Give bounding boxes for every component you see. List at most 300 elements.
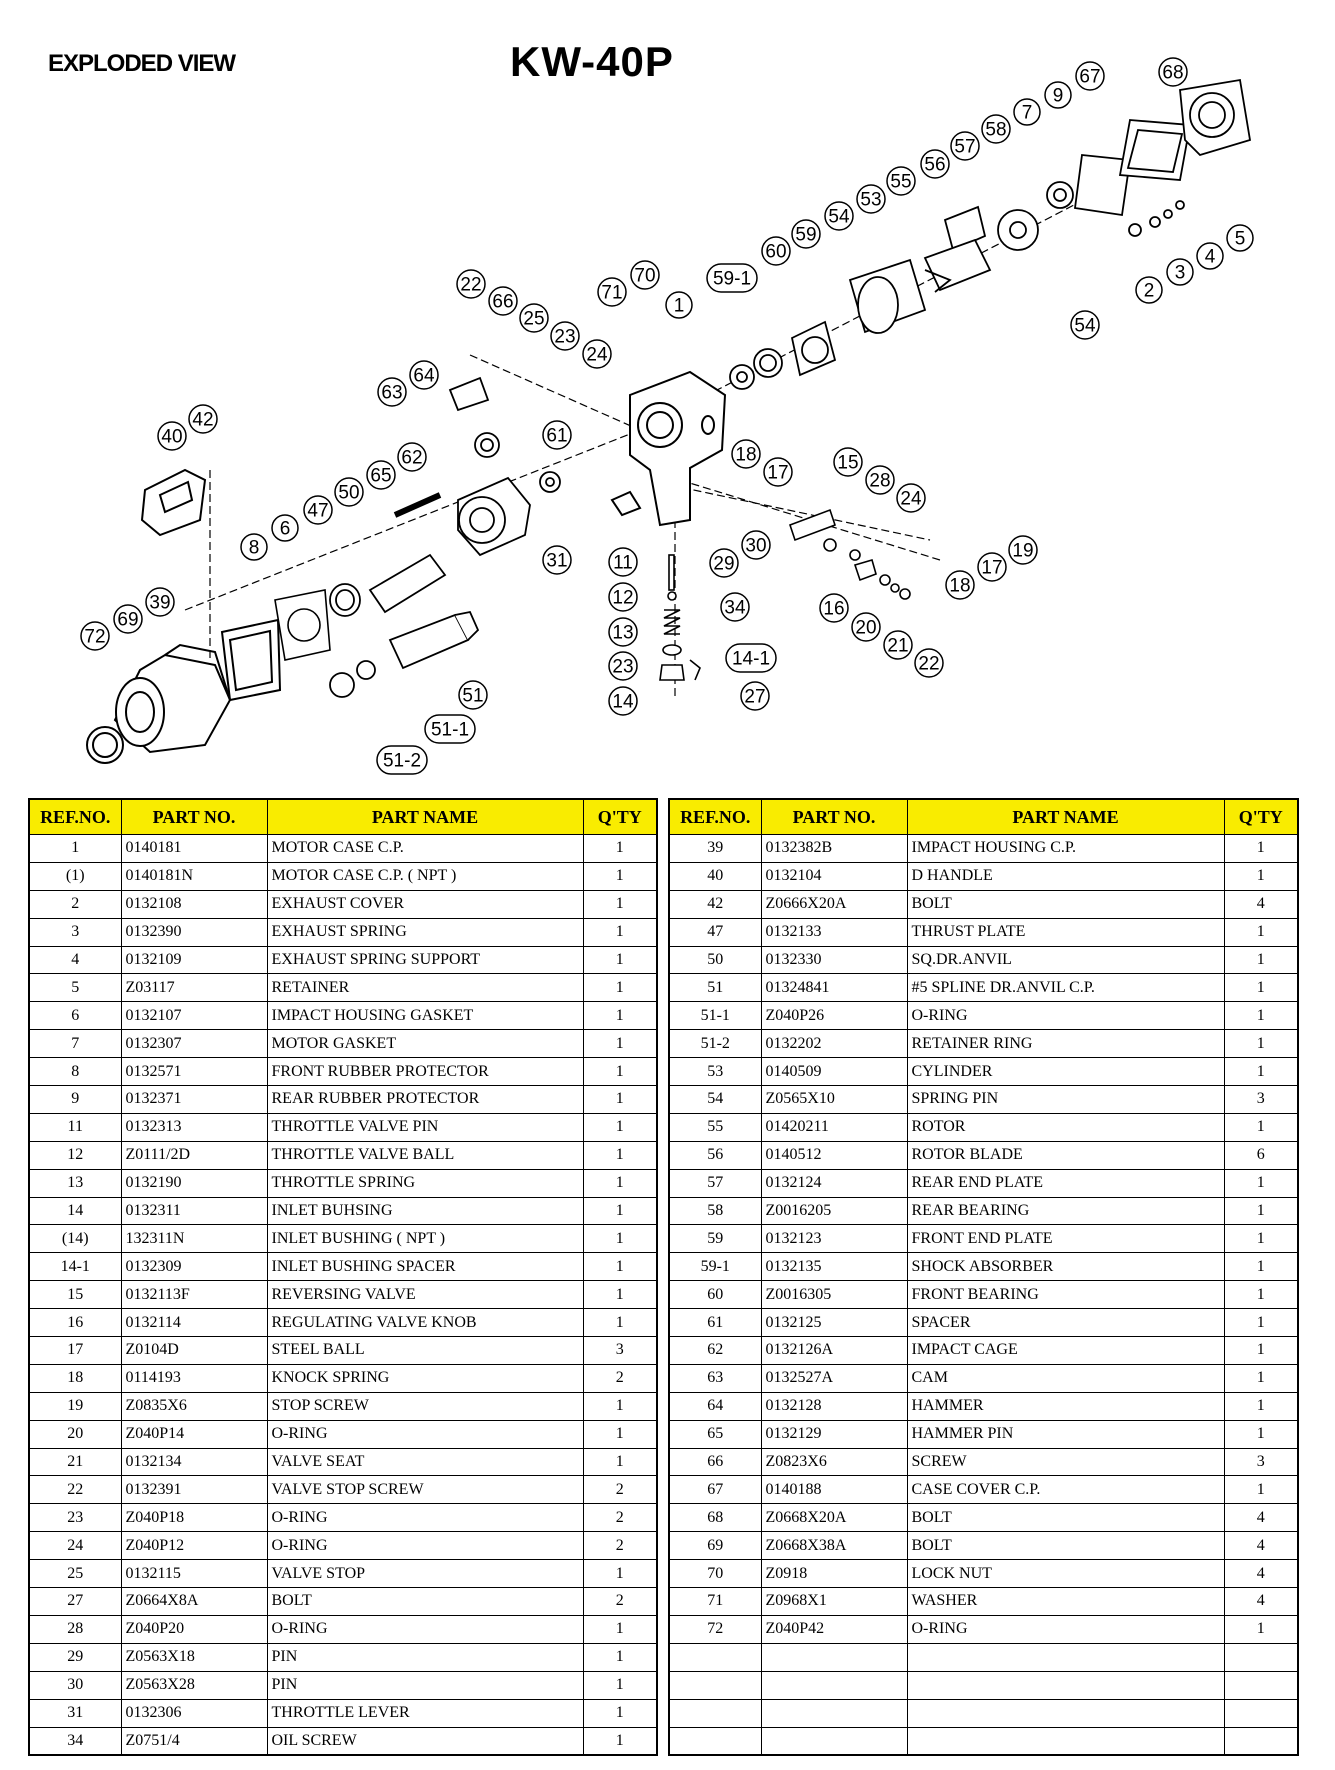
callout-64 [410,361,438,389]
table-row [669,1309,1298,1337]
part-no-cell: 0132527A [761,1364,907,1392]
ref-no-cell: 1 [29,835,121,863]
ref-no-cell: 17 [29,1337,121,1365]
table-header-row [29,799,657,835]
ref-no-cell: 21 [29,1448,121,1476]
part-no-cell: 0132125 [761,1309,907,1337]
table-row [29,1253,657,1281]
part-no-cell: 0132107 [121,1002,267,1030]
part-name-cell: KNOCK SPRING [267,1364,583,1392]
callout-71 [598,278,626,306]
callout-label: 22 [460,274,482,296]
ref-no-cell: 20 [29,1420,121,1448]
callout-label: 17 [981,557,1003,579]
part-name-cell: O-RING [267,1504,583,1532]
table-row [29,1532,657,1560]
callout-16 [820,594,848,622]
qty-cell: 2 [583,1476,657,1504]
ref-no-cell: 68 [669,1504,761,1532]
part-name-cell: RETAINER RING [907,1030,1224,1058]
col-qty: Q'TY [583,799,657,835]
part-no-cell: Z0668X20A [761,1504,907,1532]
callout-label: 12 [612,587,634,609]
part-name-cell [907,1643,1224,1671]
ref-no-cell: 51-1 [669,1002,761,1030]
qty-cell: 1 [583,1169,657,1197]
part-no-cell: 0132390 [121,918,267,946]
callout-58 [982,115,1010,143]
callout-label: 14 [612,691,634,713]
callout-72 [81,622,109,650]
callout-68 [1159,58,1187,86]
table-row [29,1699,657,1727]
part-name-cell: #5 SPLINE DR.ANVIL C.P. [907,974,1224,1002]
part-name-cell [907,1671,1224,1699]
callout-65 [367,461,395,489]
callout-label: 20 [855,617,877,639]
qty-cell: 1 [1224,1197,1298,1225]
part-no-cell: Z040P14 [121,1420,267,1448]
ref-no-cell [669,1699,761,1727]
impact-housing-part [87,645,230,763]
table-row [29,1615,657,1643]
qty-cell: 1 [1224,1364,1298,1392]
part-name-cell: BOLT [907,890,1224,918]
table-row [669,1141,1298,1169]
callout-24 [583,340,611,368]
part-no-cell: 0132115 [121,1560,267,1588]
qty-cell: 1 [1224,1337,1298,1365]
part-name-cell: ROTOR [907,1113,1224,1141]
d-handle-part [142,470,205,535]
qty-cell: 1 [583,862,657,890]
ref-no-cell: (1) [29,862,121,890]
col-part-name: PART NAME [907,799,1224,835]
part-no-cell: 0132128 [761,1392,907,1420]
ref-no-cell: 18 [29,1364,121,1392]
callout-label: 50 [338,482,360,504]
qty-cell: 1 [1224,1476,1298,1504]
callout-label: 11 [613,552,633,574]
ref-no-cell: 19 [29,1392,121,1420]
table-row [29,1113,657,1141]
callout-12 [609,583,637,611]
part-no-cell: 0132124 [761,1169,907,1197]
part-name-cell: LOCK NUT [907,1560,1224,1588]
table-row [669,946,1298,974]
part-no-cell: 0132382B [761,835,907,863]
table-row [669,1281,1298,1309]
qty-cell: 4 [1224,1504,1298,1532]
ref-no-cell: 62 [669,1337,761,1365]
table-row [29,1030,657,1058]
qty-cell [1224,1699,1298,1727]
qty-cell: 1 [583,1058,657,1086]
table-row [29,862,657,890]
callout-30 [742,531,770,559]
part-no-cell: 0132104 [761,862,907,890]
part-name-cell: VALVE STOP [267,1560,583,1588]
table-row [669,1002,1298,1030]
ref-no-cell [669,1671,761,1699]
table-row [669,1113,1298,1141]
callout-label: 59-1 [712,268,752,290]
table-row [669,1030,1298,1058]
ref-no-cell: 70 [669,1560,761,1588]
table-row [669,862,1298,890]
col-part-no: PART NO. [121,799,267,835]
callout-60 [762,237,790,265]
qty-cell: 1 [583,1643,657,1671]
callout-label: 18 [949,575,971,597]
ref-no-cell: 51 [669,974,761,1002]
callout-21 [884,631,912,659]
table-row [669,1476,1298,1504]
qty-cell: 4 [1224,890,1298,918]
part-no-cell: Z0823X6 [761,1448,907,1476]
ref-no-cell: 30 [29,1671,121,1699]
table-row [669,1197,1298,1225]
table-row [29,890,657,918]
callout-8 [241,534,267,560]
part-no-cell: 01420211 [761,1113,907,1141]
part-name-cell: O-RING [907,1002,1224,1030]
part-name-cell: THROTTLE LEVER [267,1699,583,1727]
ref-no-cell: 58 [669,1197,761,1225]
table-row [669,1588,1298,1616]
qty-cell: 3 [1224,1448,1298,1476]
qty-cell: 1 [1224,835,1298,863]
part-no-cell: 0132313 [121,1113,267,1141]
motor-case-part [612,372,725,525]
part-no-cell: Z0111/2D [121,1141,267,1169]
part-no-cell: Z0565X10 [761,1086,907,1114]
qty-cell: 1 [583,1392,657,1420]
part-no-cell: Z0016205 [761,1197,907,1225]
ref-no-cell: 34 [29,1727,121,1755]
part-name-cell: REAR RUBBER PROTECTOR [267,1086,583,1114]
table-row [29,1169,657,1197]
callout-51 [459,681,487,709]
callout-label: 31 [546,550,568,572]
qty-cell: 1 [1224,1225,1298,1253]
part-name-cell: SQ.DR.ANVIL [907,946,1224,974]
part-name-cell: D HANDLE [907,862,1224,890]
qty-cell: 2 [583,1588,657,1616]
callout-54 [825,202,853,230]
callout-label: 64 [413,365,435,387]
part-name-cell [907,1727,1224,1755]
qty-cell: 4 [1224,1588,1298,1616]
callout-3 [1167,259,1193,285]
callout-14-1 [726,644,776,672]
ref-no-cell: 63 [669,1364,761,1392]
callout-label: 2 [1143,280,1155,302]
part-name-cell: SPACER [907,1309,1224,1337]
callout-label: 8 [248,537,260,559]
qty-cell: 1 [1224,1420,1298,1448]
callout-label: 69 [117,609,139,631]
callout-6 [272,515,298,541]
callout-label: 71 [601,282,623,304]
table-row [669,1169,1298,1197]
part-name-cell: O-RING [267,1420,583,1448]
ref-no-cell: 47 [669,918,761,946]
callout-40 [158,422,186,450]
callout-label: 34 [724,597,746,619]
part-name-cell: IMPACT HOUSING C.P. [907,835,1224,863]
callout-label: 22 [918,653,940,675]
qty-cell [1224,1727,1298,1755]
callout-label: 61 [546,425,568,447]
part-no-cell: 0132330 [761,946,907,974]
part-name-cell: BOLT [907,1504,1224,1532]
callout-51-2 [377,746,427,774]
part-name-cell: STOP SCREW [267,1392,583,1420]
callout-label: 66 [492,291,514,313]
ref-no-cell: 27 [29,1588,121,1616]
part-name-cell: FRONT RUBBER PROTECTOR [267,1058,583,1086]
anvil-parts [330,555,478,697]
ref-no-cell: 60 [669,1281,761,1309]
callout-17 [978,553,1006,581]
qty-cell: 1 [583,1002,657,1030]
callout-14 [609,687,637,715]
ref-no-cell: 61 [669,1309,761,1337]
table-row [29,1309,657,1337]
callout-label: 28 [869,470,891,492]
part-no-cell: Z0104D [121,1337,267,1365]
table-row [29,946,657,974]
part-name-cell: BOLT [907,1532,1224,1560]
ref-no-cell: 24 [29,1532,121,1560]
part-no-cell: 0132134 [121,1448,267,1476]
callout-label: 40 [161,426,183,448]
part-no-cell [761,1671,907,1699]
ref-no-cell: 51-2 [669,1030,761,1058]
part-name-cell: EXHAUST COVER [267,890,583,918]
ref-no-cell: 54 [669,1086,761,1114]
part-name-cell: PIN [267,1643,583,1671]
callout-4 [1197,243,1223,269]
callout-label: 65 [370,465,392,487]
qty-cell: 4 [1224,1560,1298,1588]
ref-no-cell: 22 [29,1476,121,1504]
ref-no-cell: 28 [29,1615,121,1643]
part-no-cell: 0132307 [121,1030,267,1058]
ref-no-cell: 69 [669,1532,761,1560]
ref-no-cell: 64 [669,1392,761,1420]
table-row [669,1392,1298,1420]
part-no-cell: Z0835X6 [121,1392,267,1420]
callout-label: 53 [860,189,882,211]
table-row [29,1420,657,1448]
callout-27 [741,682,769,710]
ref-no-cell: 59-1 [669,1253,761,1281]
table-row [669,974,1298,1002]
table-row [29,1281,657,1309]
callout-31 [543,546,571,574]
impact-housing-gasket-part [275,590,330,660]
col-part-no: PART NO. [761,799,907,835]
table-row [669,1504,1298,1532]
qty-cell: 1 [1224,1169,1298,1197]
callout-label: 9 [1052,85,1064,107]
callout-label: 51-1 [430,719,470,741]
callout-18 [946,571,974,599]
table-row [29,1504,657,1532]
ref-no-cell: 42 [669,890,761,918]
part-name-cell: HAMMER [907,1392,1224,1420]
table-row [29,1476,657,1504]
qty-cell: 2 [583,1504,657,1532]
part-no-cell [761,1643,907,1671]
callout-20 [852,613,880,641]
part-name-cell: EXHAUST SPRING SUPPORT [267,946,583,974]
callout-66 [489,287,517,315]
callout-59-1 [707,264,757,292]
qty-cell: 1 [583,1030,657,1058]
part-name-cell: INLET BUSHING ( NPT ) [267,1225,583,1253]
col-part-name: PART NAME [267,799,583,835]
callout-29 [710,549,738,577]
part-no-cell: 0132123 [761,1225,907,1253]
table-row [29,1141,657,1169]
part-no-cell: 0140509 [761,1058,907,1086]
ref-no-cell: 53 [669,1058,761,1086]
table-row [29,1197,657,1225]
front-rubber-protector-part [222,620,280,700]
callout-24 [897,484,925,512]
callout-19 [1009,536,1037,564]
ref-no-cell: 15 [29,1281,121,1309]
callout-1 [666,292,692,318]
qty-cell: 1 [1224,1030,1298,1058]
callout-25 [520,304,548,332]
part-name-cell: REAR BEARING [907,1197,1224,1225]
qty-cell: 1 [1224,974,1298,1002]
part-no-cell: Z03117 [121,974,267,1002]
ref-no-cell: 39 [669,835,761,863]
table-row [669,1448,1298,1476]
ref-no-cell: 4 [29,946,121,974]
callout-label: 13 [612,622,634,644]
part-no-cell: 0114193 [121,1364,267,1392]
callout-label: 58 [985,119,1007,141]
qty-cell: 1 [583,835,657,863]
qty-cell: 1 [1224,1615,1298,1643]
ref-no-cell: 6 [29,1002,121,1030]
ref-no-cell: 71 [669,1588,761,1616]
ref-no-cell: 29 [29,1643,121,1671]
qty-cell: 1 [583,1225,657,1253]
callout-label: 18 [735,444,757,466]
part-no-cell: 0140181N [121,862,267,890]
ref-no-cell: 31 [29,1699,121,1727]
callout-55 [887,167,915,195]
table-row [29,1002,657,1030]
qty-cell: 1 [583,890,657,918]
part-name-cell: SCREW [907,1448,1224,1476]
callout-label: 24 [900,488,922,510]
qty-cell: 1 [583,974,657,1002]
ref-no-cell: 8 [29,1058,121,1086]
table-row [29,974,657,1002]
qty-cell: 6 [1224,1141,1298,1169]
part-no-cell: Z0666X20A [761,890,907,918]
table-row [669,1058,1298,1086]
callout-label: 72 [84,626,106,648]
table-header-row [669,799,1298,835]
ref-no-cell: 57 [669,1169,761,1197]
table-row [669,835,1298,863]
ref-no-cell [669,1643,761,1671]
callout-51-1 [425,715,475,743]
part-no-cell: Z0664X8A [121,1588,267,1616]
part-no-cell: 0132108 [121,890,267,918]
table-row [669,1560,1298,1588]
part-no-cell: 0132133 [761,918,907,946]
qty-cell: 1 [583,1281,657,1309]
part-name-cell: IMPACT CAGE [907,1337,1224,1365]
part-name-cell: THROTTLE VALVE BALL [267,1141,583,1169]
callout-61 [543,421,571,449]
part-name-cell: THROTTLE SPRING [267,1169,583,1197]
qty-cell: 1 [583,1309,657,1337]
callout-label: 54 [828,206,850,228]
part-no-cell: Z0563X28 [121,1671,267,1699]
ref-no-cell: 55 [669,1113,761,1141]
callout-22 [915,649,943,677]
exploded-view-diagram [0,0,1335,790]
qty-cell: 1 [583,1197,657,1225]
part-no-cell: Z0968X1 [761,1588,907,1616]
qty-cell: 1 [1224,1281,1298,1309]
part-no-cell: 0132126A [761,1337,907,1365]
callout-label: 57 [954,136,976,158]
callout-label: 19 [1012,540,1034,562]
part-no-cell [761,1727,907,1755]
part-no-cell: 0132114 [121,1309,267,1337]
part-no-cell: 132311N [121,1225,267,1253]
part-name-cell: THRUST PLATE [907,918,1224,946]
qty-cell: 4 [1224,1532,1298,1560]
ref-no-cell: 11 [29,1113,121,1141]
part-no-cell: Z040P12 [121,1532,267,1560]
part-no-cell: Z0668X38A [761,1532,907,1560]
callout-label: 27 [744,686,766,708]
model-title: KW-40P [510,38,674,85]
table-row [669,890,1298,918]
part-name-cell: O-RING [907,1615,1224,1643]
table-row [669,1727,1298,1755]
callout-label: 68 [1162,62,1184,84]
part-no-cell: 01324841 [761,974,907,1002]
ref-no-cell: 9 [29,1086,121,1114]
qty-cell: 3 [1224,1086,1298,1114]
callout-47 [304,496,332,524]
ref-no-cell: 59 [669,1225,761,1253]
callout-label: 1 [673,295,685,317]
part-name-cell: BOLT [267,1588,583,1616]
callout-63 [378,378,406,406]
part-name-cell: ROTOR BLADE [907,1141,1224,1169]
ref-no-cell: 40 [669,862,761,890]
callout-label: 4 [1204,246,1216,268]
part-no-cell: Z040P20 [121,1615,267,1643]
page-heading: EXPLODED VIEW [48,50,236,77]
callout-28 [866,466,894,494]
